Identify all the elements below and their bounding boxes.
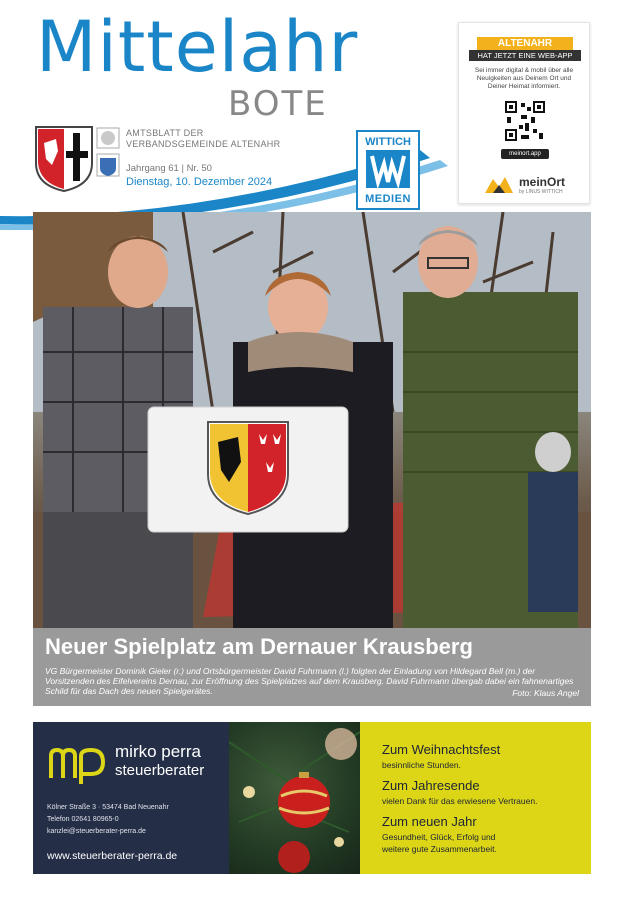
web-app-text: Sei immer digital & mobil über alle Neuigkeiten aus Deinem Ort und Deiner Heimat informiert. <box>474 67 574 90</box>
greeting-text-1: besinnliche Stunden. <box>382 760 461 770</box>
mp-logo-icon <box>47 744 107 784</box>
web-app-ad-header <box>467 37 583 61</box>
amtsblatt-label-2: VERBANDSGEMEINDE ALTENAHR <box>126 139 281 149</box>
greeting-text-3b: weitere gute Zusammenarbeit. <box>382 844 497 854</box>
article-headline[interactable]: Neuer Spielplatz am Dernauer Krausberg <box>45 634 473 659</box>
ad-website-link[interactable]: www.steuerberater-perra.de <box>47 850 178 862</box>
wittich-w-icon <box>366 150 410 188</box>
photo-credit: Foto: Klaus Angel <box>512 688 579 698</box>
greeting-heading-3: Zum neuen Jahr <box>382 814 477 829</box>
wittich-logo-top: WITTICH <box>365 136 411 148</box>
ad-christmas-image <box>229 722 360 874</box>
christmas-ornament-icon <box>229 722 360 874</box>
verbandsgemeinde-crest-icon <box>34 125 94 193</box>
article-caption-bar <box>33 628 591 706</box>
ad-address-street: Kölner Straße 3 · 53474 Bad Neuenahr <box>47 804 169 811</box>
ad-greetings-panel <box>360 722 591 874</box>
tax-advisor-ad[interactable] <box>33 722 591 874</box>
ad-address-email[interactable]: kanzlei@steuerberater-perra.de <box>47 828 146 835</box>
qr-code-icon[interactable] <box>503 99 547 143</box>
cover-photo-illustration <box>33 212 591 628</box>
meinort-brand-sub: by LINUS WITTICH <box>519 189 563 195</box>
web-app-strip: HAT JETZT EINE WEB-APP <box>469 50 581 61</box>
newspaper-subtitle: BOTE <box>228 84 328 124</box>
wittich-logo-bottom: MEDIEN <box>365 193 411 205</box>
web-app-ad[interactable] <box>458 22 590 204</box>
ad-address-phone: Telefon 02641 80965-0 <box>47 816 119 823</box>
web-app-badge: ALTENAHR <box>477 37 573 50</box>
article-caption: VG Bürgermeister Dominik Gieler (r.) und Ortsbürgermeister David Fuhrmann (l.) folgten der Einladung von Hildegard Bell (m.) der Vorsitzenden des Eifelvereins Dernau, zur Eröffnung des Spielplatzes auf dem Krausberg. David Fuhrmann übergab dabei ein fahnenartiges Schild für das Dach des neuen Spielgerätes. <box>45 666 574 696</box>
issue-number: Jahrgang 61 | Nr. 50 <box>126 163 212 174</box>
greeting-text-2: vielen Dank für das erwiesene Vertrauen. <box>382 796 538 806</box>
ad-company-role: steuerberater <box>115 762 205 779</box>
newspaper-title: Mittelahr <box>36 6 359 88</box>
cover-photo <box>33 212 591 628</box>
meinort-mark-icon <box>483 173 515 197</box>
issue-date: Dienstag, 10. Dezember 2024 <box>126 176 273 188</box>
greeting-text-3a: Gesundheit, Glück, Erfolg und <box>382 832 496 842</box>
amtsblatt-label: AMTSBLATT DER <box>126 128 204 138</box>
meinort-logo <box>483 173 573 197</box>
municipal-seal-icon <box>96 126 120 186</box>
wittich-medien-logo <box>356 130 420 210</box>
ad-company-name: mirko perra <box>115 742 201 761</box>
meinort-brand: meinOrt <box>519 175 566 189</box>
ad-contact-panel <box>33 722 229 874</box>
greeting-heading-2: Zum Jahresende <box>382 778 480 793</box>
greeting-heading-1: Zum Weihnachtsfest <box>382 742 501 757</box>
web-app-url-chip[interactable]: meinort.app <box>501 149 549 159</box>
